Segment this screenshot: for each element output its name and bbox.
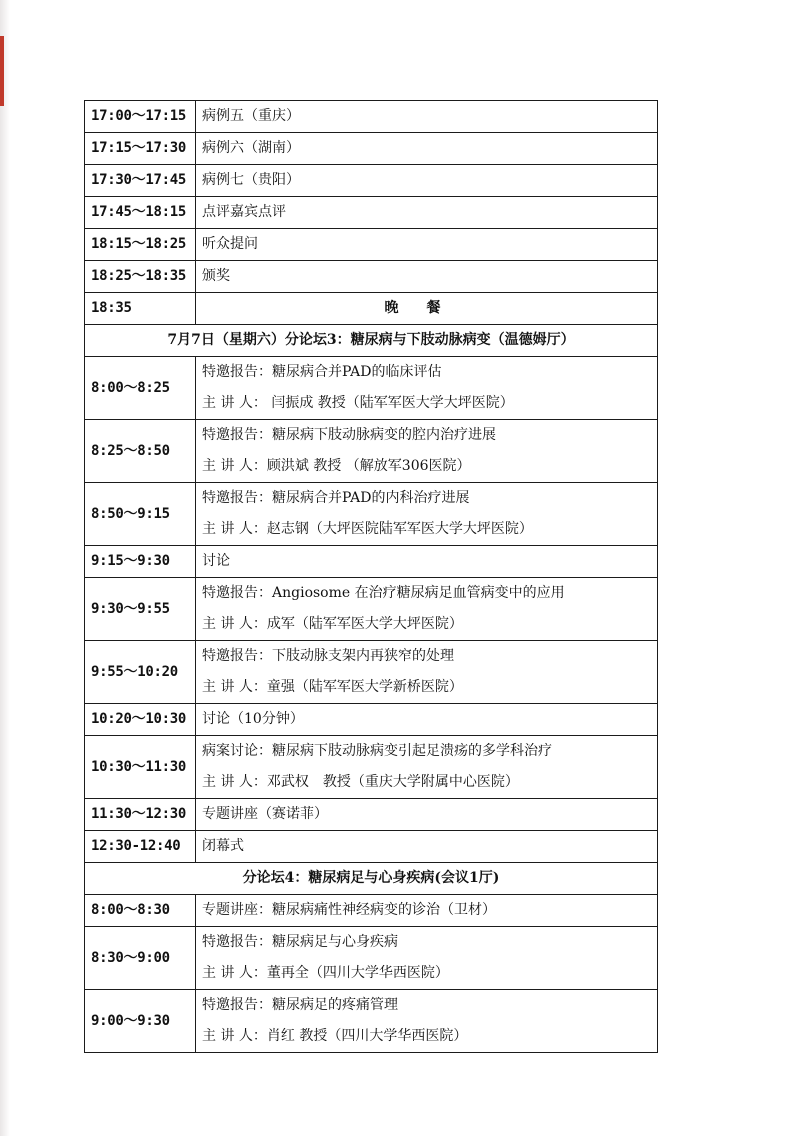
content-cell: 听众提问 (196, 229, 658, 261)
time-cell: 8:30～9:00 (85, 927, 196, 990)
time-cell: 8:00～8:25 (85, 357, 196, 420)
speaker-line: 主 讲 人：成军（陆军军医大学大坪医院） (202, 616, 463, 632)
content-cell: 专题讲座（赛诺菲） (196, 799, 658, 831)
forum4-header: 分论坛4：糖尿病足与心身疾病(会议1厅) (85, 863, 658, 895)
content-cell: 病例七（贵阳） (196, 165, 658, 197)
table-row (85, 357, 658, 420)
report-title: 特邀报告：糖尿病合并PAD的内科治疗进展 (202, 490, 470, 506)
content-cell: 闭幕式 (196, 831, 658, 863)
time-cell: 17:00～17:15 (85, 101, 196, 133)
time-cell: 18:25～18:35 (85, 261, 196, 293)
section-header-row (85, 325, 658, 357)
forum3-header: 7月7日（星期六）分论坛3：糖尿病与下肢动脉病变（温德姆厅） (85, 325, 658, 357)
table-row (85, 483, 658, 546)
content-cell (196, 736, 658, 799)
time-cell: 12:30-12:40 (85, 831, 196, 863)
report-title: 特邀报告：下肢动脉支架内再狭窄的处理 (202, 648, 454, 664)
table-row (85, 229, 658, 261)
time-cell: 17:30～17:45 (85, 165, 196, 197)
time-cell: 8:00～8:30 (85, 895, 196, 927)
content-cell: 点评嘉宾点评 (196, 197, 658, 229)
speaker-line: 主 讲 人：童强（陆军军医大学新桥医院） (202, 679, 463, 695)
content-cell (196, 578, 658, 641)
speaker-line: 主 讲 人：邓武权 教授（重庆大学附属中心医院） (202, 774, 519, 790)
time-cell: 9:00～9:30 (85, 990, 196, 1053)
table-row (85, 927, 658, 990)
time-cell: 18:35 (85, 293, 196, 325)
report-title: 病案讨论：糖尿病下肢动脉病变引起足溃疡的多学科治疗 (202, 743, 552, 759)
speaker-line: 主 讲 人：顾洪斌 教授 （解放军306医院） (202, 458, 471, 474)
time-cell: 8:50～9:15 (85, 483, 196, 546)
table-row (85, 197, 658, 229)
report-title: 特邀报告：糖尿病足与心身疾病 (202, 934, 398, 950)
table-row (85, 641, 658, 704)
time-cell: 17:45～18:15 (85, 197, 196, 229)
table-row (85, 990, 658, 1053)
table-row (85, 261, 658, 293)
table-row (85, 420, 658, 483)
content-cell (196, 990, 658, 1053)
page-edge-shadow (0, 0, 10, 1136)
table-row (85, 578, 658, 641)
report-title: 特邀报告：糖尿病下肢动脉病变的腔内治疗进展 (202, 427, 496, 443)
content-cell: 病例六（湖南） (196, 133, 658, 165)
dinner-row (85, 293, 658, 325)
time-cell: 11:30～12:30 (85, 799, 196, 831)
table-row (85, 736, 658, 799)
speaker-line: 主 讲 人：肖红 教授（四川大学华西医院） (202, 1028, 468, 1044)
content-cell (196, 641, 658, 704)
schedule-table (84, 100, 658, 1053)
report-title: 特邀报告：Angiosome 在治疗糖尿病足血管病变中的应用 (202, 585, 565, 601)
red-edge-mark (0, 36, 4, 106)
time-cell: 10:20～10:30 (85, 704, 196, 736)
content-cell: 专题讲座：糖尿病痛性神经病变的诊治（卫材） (196, 895, 658, 927)
dinner-label: 晚餐 (196, 293, 658, 325)
content-cell (196, 483, 658, 546)
table-row (85, 895, 658, 927)
table-row (85, 831, 658, 863)
content-cell (196, 420, 658, 483)
content-cell (196, 357, 658, 420)
content-cell: 颁奖 (196, 261, 658, 293)
time-cell: 10:30～11:30 (85, 736, 196, 799)
speaker-line: 主 讲 人：董再全（四川大学华西医院） (202, 965, 449, 981)
table-row (85, 799, 658, 831)
time-cell: 9:15～9:30 (85, 546, 196, 578)
content-cell: 讨论（10分钟） (196, 704, 658, 736)
content-cell: 病例五（重庆） (196, 101, 658, 133)
speaker-line: 主 讲 人：赵志钢（大坪医院陆军军医大学大坪医院） (202, 521, 533, 537)
time-cell: 18:15～18:25 (85, 229, 196, 261)
time-cell: 8:25～8:50 (85, 420, 196, 483)
table-row (85, 704, 658, 736)
section-header-row (85, 863, 658, 895)
content-cell (196, 927, 658, 990)
time-cell: 9:55～10:20 (85, 641, 196, 704)
table-row (85, 101, 658, 133)
time-cell: 17:15～17:30 (85, 133, 196, 165)
table-row (85, 133, 658, 165)
table-row (85, 165, 658, 197)
time-cell: 9:30～9:55 (85, 578, 196, 641)
table-row (85, 546, 658, 578)
report-title: 特邀报告：糖尿病足的疼痛管理 (202, 997, 398, 1013)
speaker-line: 主 讲 人： 闫振成 教授（陆军军医大学大坪医院） (202, 395, 514, 411)
content-cell: 讨论 (196, 546, 658, 578)
report-title: 特邀报告：糖尿病合并PAD的临床评估 (202, 364, 442, 380)
